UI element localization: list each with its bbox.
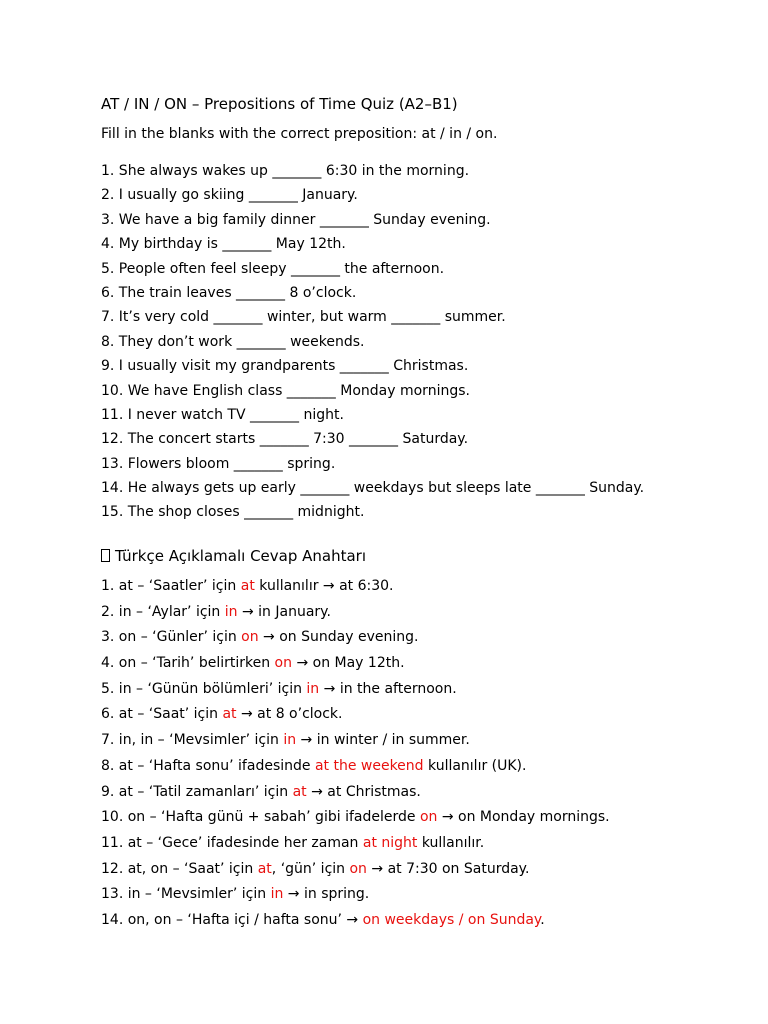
answer-text: 5. in – ‘Günün bölümleri’ için	[101, 680, 307, 697]
answer-highlight: on weekdays / on Sunday	[362, 911, 541, 928]
answer-text: 1. at – ‘Saatler’ için	[101, 578, 241, 594]
answer-highlight: on	[241, 629, 259, 646]
answer-item	[101, 705, 610, 731]
answer-text: 12. at, on – ‘Saat’ için	[101, 860, 258, 877]
answer-text: → on Sunday evening.	[258, 629, 419, 646]
answer-item	[101, 757, 610, 783]
answer-highlight: on	[274, 655, 292, 672]
question-item: 4. My birthday is _______ May 12th.	[101, 236, 346, 253]
missing-glyph-icon	[101, 549, 110, 562]
answer-text: kullanılır → at 6:30.	[254, 578, 394, 594]
answer-highlight: on	[349, 860, 367, 877]
question-item: 14. He always gets up early _______ weekdays but sleeps late _______ Sunday.	[101, 480, 645, 497]
answer-highlight: at the weekend	[314, 757, 424, 774]
answer-text: 8. at – ‘Hafta sonu’ ifadesinde	[101, 757, 315, 774]
question-item: 15. The shop closes _______ midnight.	[101, 504, 365, 521]
answer-text: 2. in – ‘Aylar’ için	[101, 603, 225, 620]
answer-highlight: in	[306, 680, 320, 697]
answer-item	[101, 834, 610, 860]
answer-item	[101, 654, 610, 680]
answer-text: , ‘gün’ için	[271, 860, 350, 877]
instruction-text: Fill in the blanks with the correct preposition: at / in / on.	[101, 126, 498, 142]
answer-highlight: at	[292, 783, 307, 800]
answer-text: .	[540, 911, 545, 928]
answer-text: 11. at – ‘Gece’ ifadesinde her zaman	[101, 834, 363, 851]
answer-text: kullanılır (UK).	[423, 757, 527, 774]
answer-key-heading-text: Türkçe Açıklamalı Cevap Anahtarı	[115, 547, 367, 565]
answer-text: → on May 12th.	[292, 655, 405, 672]
answer-text: 14. on, on – ‘Hafta içi / hafta sonu’ →	[101, 911, 363, 928]
answer-text: 3. on – ‘Günler’ için	[101, 629, 242, 646]
question-item: 2. I usually go skiing _______ January.	[101, 187, 358, 204]
page-title: AT / IN / ON – Prepositions of Time Quiz (A2–B1)	[101, 95, 458, 113]
question-item: 5. People often feel sleepy _______ the afternoon.	[101, 260, 445, 277]
answer-key-heading	[101, 546, 366, 566]
answer-text: → on Monday mornings.	[437, 809, 610, 826]
answer-text: 10. on – ‘Hafta günü + sabah’ gibi ifadelerde	[101, 809, 420, 826]
answer-text: → at 8 o’clock.	[236, 706, 343, 723]
question-list	[101, 162, 644, 528]
answer-item	[101, 808, 610, 834]
answer-text: → at 7:30 on Saturday.	[366, 860, 530, 877]
answer-item	[101, 628, 610, 654]
answer-text: → in winter / in summer.	[296, 732, 470, 749]
question-item: 13. Flowers bloom _______ spring.	[101, 455, 336, 472]
answer-text: → in spring.	[283, 886, 370, 903]
answer-item	[101, 783, 610, 809]
answer-highlight: at	[222, 706, 237, 723]
answer-highlight: at	[257, 860, 272, 877]
answer-text: 13. in – ‘Mevsimler’ için	[101, 886, 271, 903]
answer-highlight: at	[240, 578, 255, 594]
answer-item	[101, 603, 610, 629]
answer-item	[101, 680, 610, 706]
answer-item	[101, 577, 610, 603]
question-item: 8. They don’t work _______ weekends.	[101, 333, 365, 350]
question-item: 9. I usually visit my grandparents _______ Christmas.	[101, 358, 469, 375]
question-item: 3. We have a big family dinner _______ Sunday evening.	[101, 211, 491, 228]
answer-item	[101, 911, 610, 937]
question-item: 12. The concert starts _______ 7:30 _______ Saturday.	[101, 431, 469, 448]
answer-highlight: in	[270, 886, 284, 903]
answer-text: → in January.	[237, 603, 331, 620]
question-item: 1. She always wakes up _______ 6:30 in the morning.	[101, 163, 470, 179]
answer-highlight: in	[224, 603, 238, 620]
answer-text: kullanılır.	[417, 834, 485, 851]
answer-highlight: at night	[362, 834, 418, 851]
answer-text: 9. at – ‘Tatil zamanları’ için	[101, 783, 293, 800]
answer-highlight: in	[283, 732, 297, 749]
answer-item	[101, 885, 610, 911]
answer-text: 7. in, in – ‘Mevsimler’ için	[101, 732, 284, 749]
question-item: 10. We have English class _______ Monday mornings.	[101, 382, 470, 399]
answer-text: → in the afternoon.	[319, 680, 457, 697]
answer-list	[101, 577, 610, 937]
answer-item	[101, 731, 610, 757]
answer-text: 4. on – ‘Tarih’ belirtirken	[101, 655, 275, 672]
question-item: 11. I never watch TV _______ night.	[101, 406, 344, 423]
answer-text: → at Christmas.	[306, 783, 421, 800]
answer-text: 6. at – ‘Saat’ için	[101, 706, 223, 723]
question-item: 7. It’s very cold _______ winter, but warm _______ summer.	[101, 309, 506, 326]
answer-item	[101, 860, 610, 886]
answer-highlight: on	[419, 809, 438, 826]
question-item: 6. The train leaves _______ 8 o’clock.	[101, 284, 357, 301]
